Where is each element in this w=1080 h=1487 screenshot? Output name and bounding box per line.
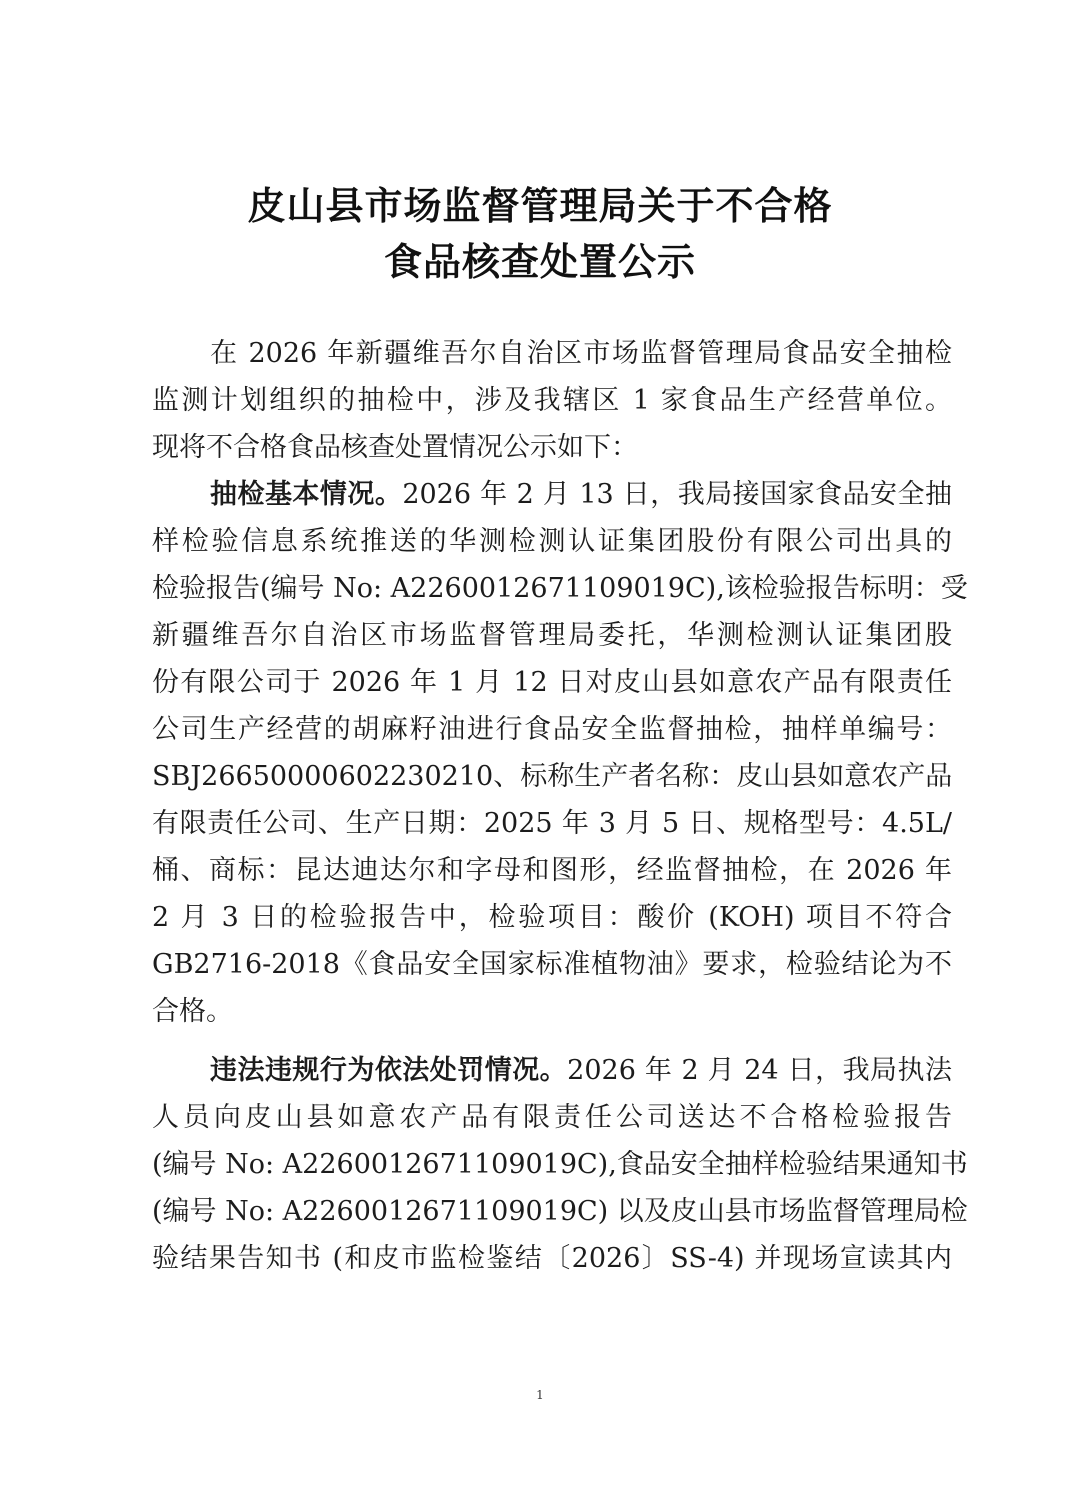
text-line: (编号 No: A2260012671109019C) 以及皮山县市场监督管理局检 xyxy=(152,1196,968,1227)
paragraph-sampling-info xyxy=(152,471,968,1035)
text-line: 份有限公司于 2026 年 1 月 12 日对皮山县如意农产品有限责任 xyxy=(152,667,952,698)
text-line: GB2716-2018《食品安全国家标准植物油》要求，检验结论为不 xyxy=(152,949,952,980)
paragraph-lead-heading: 抽检基本情况。 xyxy=(210,479,403,510)
page-number: 1 xyxy=(536,1388,544,1402)
paragraph-lead-heading: 违法违规行为依法处罚情况。 xyxy=(210,1055,568,1086)
text-line: 样检验信息系统推送的华测检测认证集团股份有限公司出具的 xyxy=(152,526,952,557)
text-span: 2026 年 2 月 24 日，我局执法 xyxy=(567,1055,952,1086)
text-line: 合格。 xyxy=(152,996,233,1027)
text-line: (编号 No: A2260012671109019C),食品安全抽样检验结果通知书 xyxy=(152,1149,968,1180)
text-line: 新疆维吾尔自治区市场监督管理局委托，华测检测认证集团股 xyxy=(152,620,952,651)
title-line-1: 皮山县市场监督管理局关于不合格 xyxy=(247,183,833,228)
text-line: 验结果告知书 (和皮市监检鉴结〔2026〕SS-4) 并现场宣读其内 xyxy=(152,1243,952,1274)
text-line xyxy=(152,471,952,518)
paragraph-penalty-info xyxy=(152,1047,968,1282)
text-line xyxy=(152,1047,952,1094)
paragraph-intro xyxy=(152,330,952,471)
text-line: 监测计划组织的抽检中，涉及我辖区 1 家食品生产经营单位。 xyxy=(152,385,952,416)
text-line: 桶、商标：昆达迪达尔和字母和图形，经监督抽检，在 2026 年 xyxy=(152,855,952,886)
text-line: 公司生产经营的胡麻籽油进行食品安全监督抽检，抽样单编号： xyxy=(152,714,952,745)
text-line: 有限责任公司、生产日期：2025 年 3 月 5 日、规格型号：4.5L/ xyxy=(152,808,952,839)
text-line: 在 2026 年新疆维吾尔自治区市场监督管理局食品安全抽检 xyxy=(210,338,952,369)
document-title xyxy=(0,178,1080,290)
text-line: SBJ26650000602230210、标称生产者名称：皮山县如意农产品 xyxy=(152,761,953,792)
text-line: 人员向皮山县如意农产品有限责任公司送达不合格检验报告 xyxy=(152,1102,952,1133)
text-line: 现将不合格食品核查处置情况公示如下： xyxy=(152,432,638,463)
text-line: 检验报告(编号 No: A2260012671109019C),该检验报告标明：受 xyxy=(152,573,968,604)
document-body xyxy=(152,330,968,1282)
title-line-2: 食品核查处置公示 xyxy=(383,239,696,284)
paragraph-gap xyxy=(152,1035,952,1047)
text-line: 2 月 3 日的检验报告中，检验项目：酸价 (KOH) 项目不符合 xyxy=(152,902,952,933)
text-span: 2026 年 2 月 13 日，我局接国家食品安全抽 xyxy=(402,479,952,510)
